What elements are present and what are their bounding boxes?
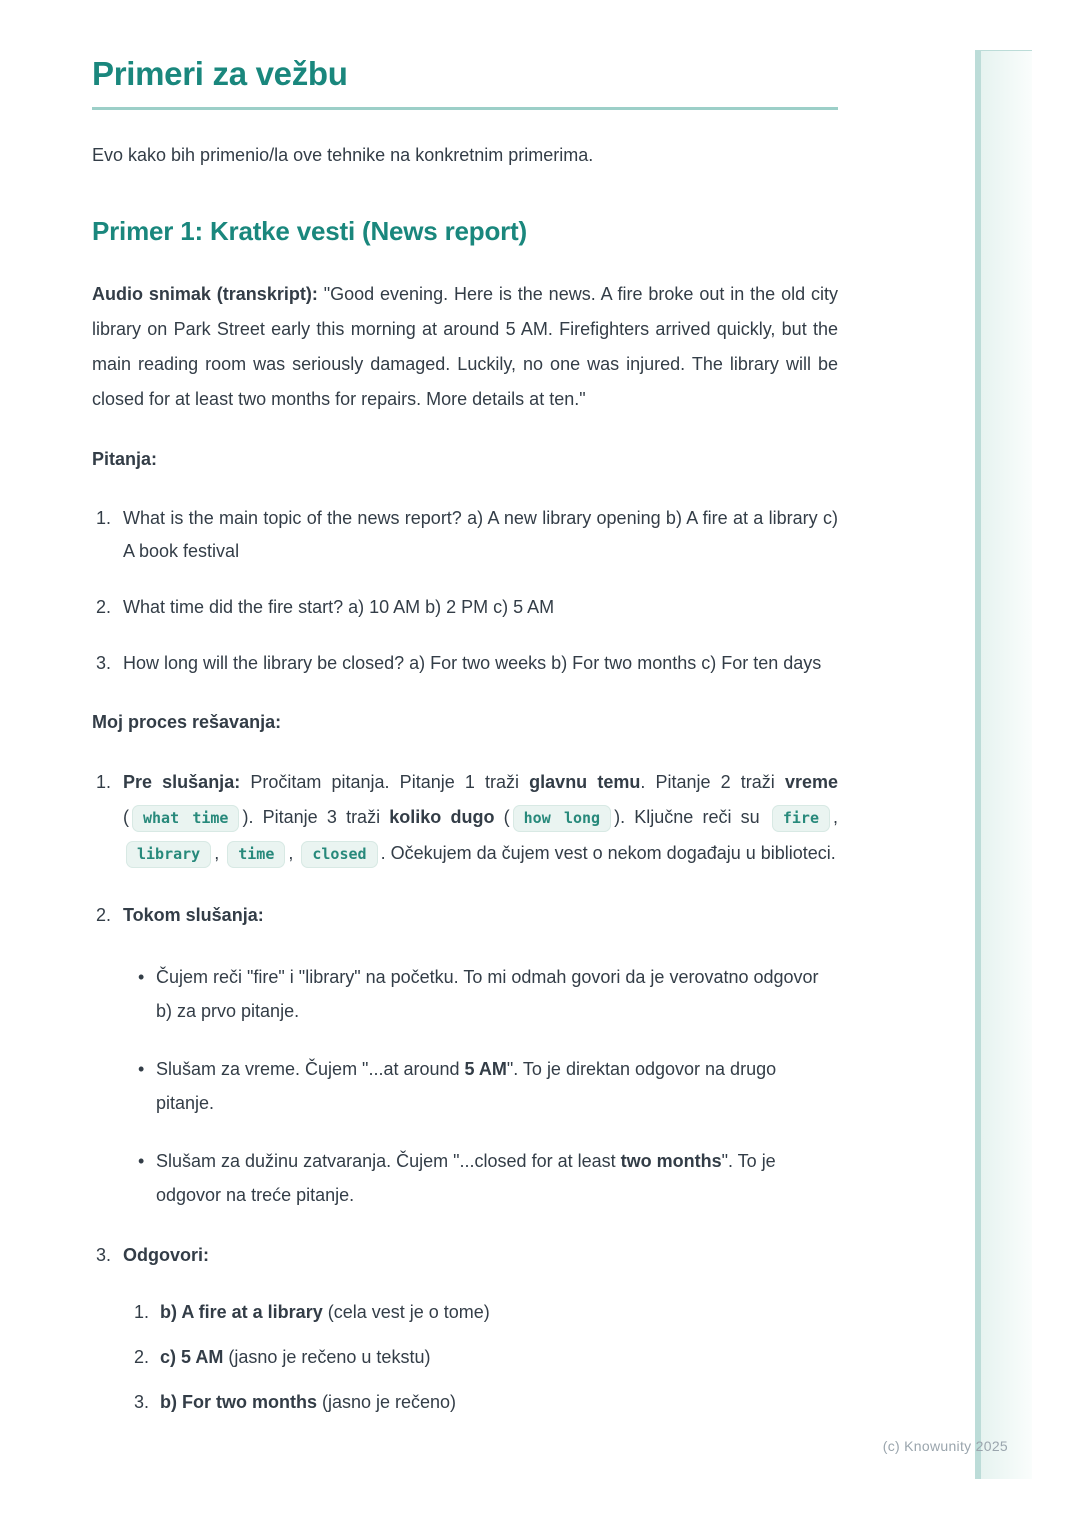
intro-paragraph: Evo kako bih primenio/la ove tehnike na konkretnim primerima. [92, 144, 594, 165]
bold-text-run: Audio snimak (transkript): [92, 284, 318, 305]
transcript-paragraph [92, 277, 838, 417]
document-content [92, 54, 838, 1416]
bold-text-run: two months [620, 1151, 722, 1172]
text-run: . Očekujem da čujem vest o nekom događaju u biblioteci. [380, 843, 836, 864]
text-run: , [288, 843, 299, 864]
keyword-chip: library [126, 841, 211, 868]
keyword-chip: what time [132, 805, 239, 832]
answers-list [123, 1298, 838, 1416]
answer-item-3 [160, 1388, 838, 1416]
bullet-item-1 [156, 960, 838, 1028]
text-run: Pročitam pitanja. Pitanje 1 traži [240, 772, 530, 793]
text-run: Slušam za dužinu zatvaranja. Čujem "...closed for at least [156, 1151, 621, 1172]
text-run: "Good evening. Here is the news. A fire broke out in the old city library on Park Street early this morning at around 5 AM. Firefighters arrived quickly, but the main reading room was seriously damaged. Luckily, no one was injured. The library will be closed for at least two months for repairs. More details at ten." [92, 284, 838, 410]
bold-text-run: koliko dugo [389, 807, 495, 828]
text-run: (jasno je rečeno u tekstu) [223, 1347, 431, 1368]
keyword-chip: time [227, 841, 285, 868]
text-run: ( [494, 807, 510, 828]
text-run: (cela vest je o tome) [322, 1302, 490, 1323]
text-run: Čujem reči "fire" i "library" na početku. To mi odmah govori da je verovatno odgovor b) za prvo pitanje. [156, 967, 819, 1022]
text-run: ). Ključne reči su [614, 807, 769, 828]
text-run: ( [123, 807, 129, 828]
text-run: . Pitanje 2 traži [640, 772, 785, 793]
text-run: ). Pitanje 3 traži [242, 807, 390, 828]
answer-item-1 [160, 1298, 838, 1326]
text-run: ". To je direktan odgovor na drugo pitanje. [156, 1059, 777, 1114]
keyword-chip: fire [772, 805, 830, 832]
title-underline [92, 107, 838, 110]
process-steps-list [92, 765, 838, 1416]
process-step-pre-listening [123, 765, 838, 872]
answer-item-2 [160, 1343, 838, 1371]
bold-text-run: 5 AM [464, 1059, 507, 1080]
text-run: , [214, 843, 225, 864]
questions-heading: Pitanja: [92, 449, 158, 470]
process-heading: Moj proces rešavanja: [92, 712, 282, 733]
keyword-chip: how long [513, 805, 611, 832]
keyword-chip: closed [301, 841, 377, 868]
text-run: ". To je odgovor na treće pitanje. [156, 1151, 776, 1206]
question-item-2: What time did the fire start? a) 10 AM b) 2 PM c) 5 AM [123, 597, 555, 618]
process-step-during-listening [123, 898, 838, 1212]
question-item-3: How long will the library be closed? a) For two weeks b) For two months c) For ten days [123, 653, 822, 674]
text-run: Slušam za vreme. Čujem "...at around [156, 1059, 465, 1080]
questions-list [92, 502, 838, 680]
bold-text-run: Pre slušanja: [123, 772, 241, 793]
bold-text-run: Odgovori: [123, 1245, 209, 1266]
bold-text-run: c) 5 AM [160, 1347, 224, 1368]
bold-text-run: b) For two months [160, 1392, 317, 1413]
pre-listening-paragraph [123, 765, 838, 872]
bold-text-run: b) A fire at a library [160, 1302, 323, 1323]
text-run: , [833, 807, 839, 828]
copyright-footer: (c) Knowunity 2025 [882, 1438, 1008, 1454]
page-edge-accent-bar [975, 50, 1032, 1479]
bullet-item-3 [156, 1144, 838, 1212]
page-title: Primeri za vežbu [92, 55, 348, 92]
section-heading: Primer 1: Kratke vesti (News report) [92, 215, 527, 246]
question-item-1: What is the main topic of the news report? a) A new library opening b) A fire at a library c) A book festival [123, 508, 838, 562]
during-listening-heading [123, 898, 838, 933]
bold-text-run: Tokom slušanja: [123, 905, 264, 926]
answers-heading [123, 1238, 838, 1273]
during-listening-bullets [123, 960, 838, 1212]
bold-text-run: glavnu temu [529, 772, 641, 793]
text-run: (jasno je rečeno) [316, 1392, 457, 1413]
bullet-item-2 [156, 1052, 838, 1120]
process-step-answers [123, 1238, 838, 1416]
bold-text-run: vreme [784, 772, 838, 793]
